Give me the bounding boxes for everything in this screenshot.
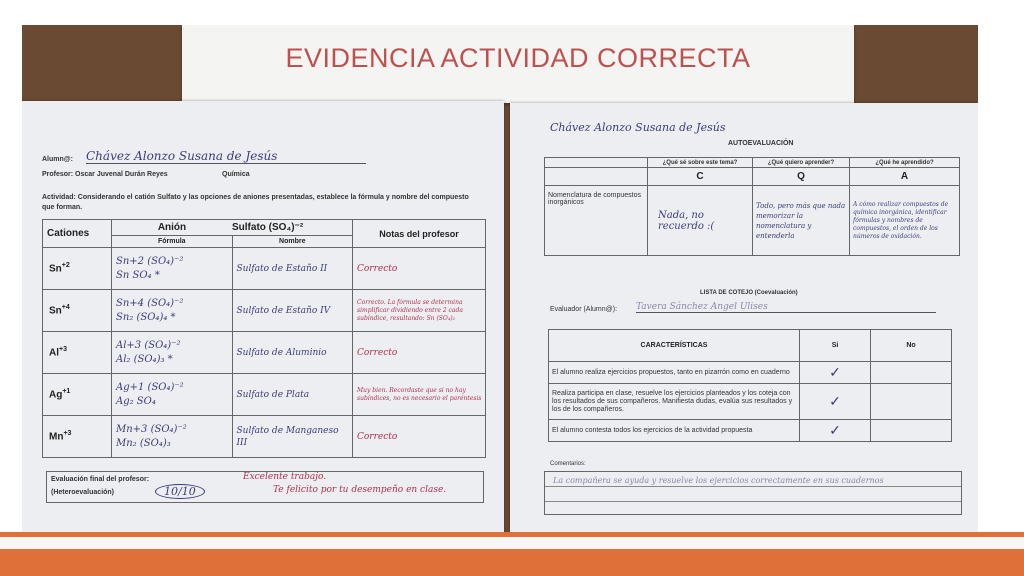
no-cell <box>871 420 952 442</box>
slide-title: EVIDENCIA ACTIVIDAD CORRECTA <box>285 43 751 73</box>
name-header: Nombre <box>232 236 353 248</box>
formula-cell: Ag+1 (SO₄)⁻² Ag₂ SO₄ <box>112 374 233 416</box>
teacher-comment-2: Te felicito por tu desempeño en clase. <box>273 485 447 495</box>
table-row <box>43 374 486 416</box>
cation-cell: $Al^{+3}$ <box>43 332 112 374</box>
table-row <box>549 362 952 384</box>
heteroevaluation-label: (Heteroevaluación) <box>51 489 115 496</box>
bottom-accent-stripe <box>0 532 1024 576</box>
formula-header: Fórmula <box>112 236 233 248</box>
note-cell: Correcto <box>353 248 486 290</box>
note-cell: Correcto <box>353 416 486 458</box>
activity-instructions: Actividad: Considerando el catión Sulfato y las opciones de aniones presentadas, establece la fórmula y nombre del compuesto que forman. <box>42 194 469 211</box>
criterion-text: El alumno contesta todos los ejercicios de la actividad propuesta <box>549 420 800 442</box>
kwl-question-2: ¿Qué quiero aprender? <box>753 158 850 168</box>
student-name-right: Chávez Alonzo Susana de Jesús <box>550 121 726 134</box>
name-cell: Sulfato de Plata <box>232 374 353 416</box>
kwl-answer-q: Todo, pero más que nada memorizar la nomenclatura y entenderla <box>753 186 850 256</box>
kwl-q: Q <box>753 168 850 186</box>
formula-cell: Sn+2 (SO₄)⁻² Sn SO₄ * <box>112 248 233 290</box>
subject-label: Química <box>222 171 250 178</box>
table-row <box>43 248 486 290</box>
cation-cell: $Sn^{+4}$ <box>43 290 112 332</box>
document-photo <box>22 25 978 557</box>
anion-header: Anión <box>112 220 233 236</box>
teacher-label: Profesor: Oscar Juvenal Durán Reyes <box>42 171 168 178</box>
note-cell: Muy bien. Recordaste que si no hay subíndices, no es necesario el paréntesis <box>353 374 486 416</box>
cations-header: Cationes <box>43 220 112 248</box>
yes-check: ✓ <box>800 384 871 420</box>
comments-box <box>544 471 962 515</box>
criterion-text: El alumno realiza ejercicios propuestos, tanto en pizarrón como en cuaderno <box>549 362 800 384</box>
criterion-text: Realiza participa en clase, resuelve los ejercicios planteados y los coteja con los resultados de sus compañeros. Manifiesta dudas, evalúa sus resultados y los de los compañeros. <box>549 384 800 420</box>
yes-header: Si <box>800 330 871 362</box>
kwl-topic: Nomenclatura de compuestos inorgánicos <box>545 186 648 256</box>
name-cell: Sulfato de Estaño IV <box>232 290 353 332</box>
cation-cell: $Sn^{+2}$ <box>43 248 112 290</box>
checklist-table <box>548 329 952 442</box>
table-row <box>43 332 486 374</box>
student-label: Alumn@: <box>42 156 73 163</box>
comments-text: La compañera se ayuda y resuelve los ejercicios correctamente en sus cuadernos <box>553 476 884 485</box>
grade-circle: 10/10 <box>155 484 205 499</box>
kwl-question-3: ¿Qué he aprendido? <box>850 158 960 168</box>
self-evaluation-title: AUTOEVALUACIÓN <box>728 140 794 147</box>
formula-cell: Al+3 (SO₄)⁻² Al₂ (SO₄)₃ * <box>112 332 233 374</box>
notes-header: Notas del profesor <box>353 220 486 248</box>
cation-cell: $Ag^{+1}$ <box>43 374 112 416</box>
evaluation-box <box>46 471 484 503</box>
sulfate-table <box>42 219 486 458</box>
cation-cell: $Mn^{+3}$ <box>43 416 112 458</box>
formula-cell: Sn+4 (SO₄)⁻² Sn₂ (SO₄)₄ * <box>112 290 233 332</box>
name-cell: Sulfato de Aluminio <box>232 332 353 374</box>
kwl-table <box>544 157 960 256</box>
teacher-comment-1: Excelente trabajo. <box>243 472 327 482</box>
characteristics-header: CARACTERÍSTICAS <box>549 330 800 362</box>
table-row <box>43 290 486 332</box>
evaluation-sheet <box>510 103 978 557</box>
no-header: No <box>871 330 952 362</box>
name-cell: Sulfato de Estaño II <box>232 248 353 290</box>
kwl-c: C <box>648 168 753 186</box>
table-row <box>549 384 952 420</box>
note-cell: Correcto <box>353 332 486 374</box>
activity-sheet <box>22 101 504 557</box>
yes-check: ✓ <box>800 420 871 442</box>
evaluator-name: Tavera Sánchez Angel Ulises <box>636 302 936 313</box>
kwl-answer-a: A cómo realizar compuestos de química inorgánica, identificar fórmulas y nombres de compuestos, el orden de los números de oxidación. <box>850 186 960 256</box>
yes-check: ✓ <box>800 362 871 384</box>
kwl-question-1: ¿Qué sé sobre este tema? <box>648 158 753 168</box>
sulfate-header: Sulfato (SO₄)⁻² <box>232 220 353 236</box>
table-row <box>549 420 952 442</box>
name-cell: Sulfato de Manganeso III <box>232 416 353 458</box>
note-cell: Correcto. La fórmula se determina simplificar dividiendo entre 2 cada subíndice, resultando: Sn (SO₄)₂ <box>353 290 486 332</box>
student-name: Chávez Alonzo Susana de Jesús <box>86 149 366 164</box>
title-banner <box>182 25 854 103</box>
kwl-a: A <box>850 168 960 186</box>
comments-label: Comentarios: <box>550 461 586 467</box>
table-row <box>43 416 486 458</box>
no-cell <box>871 362 952 384</box>
evaluator-label: Evaluador (Alumn@): <box>550 306 618 313</box>
kwl-answer-c: Nada, no recuerdo :( <box>648 186 753 256</box>
evaluation-label: Evaluación final del profesor: <box>51 476 150 483</box>
no-cell <box>871 384 952 420</box>
formula-cell: Mn+3 (SO₄)⁻² Mn₂ (SO₄)₃ <box>112 416 233 458</box>
checklist-title: LISTA DE COTEJO (Coevaluación) <box>700 290 798 296</box>
